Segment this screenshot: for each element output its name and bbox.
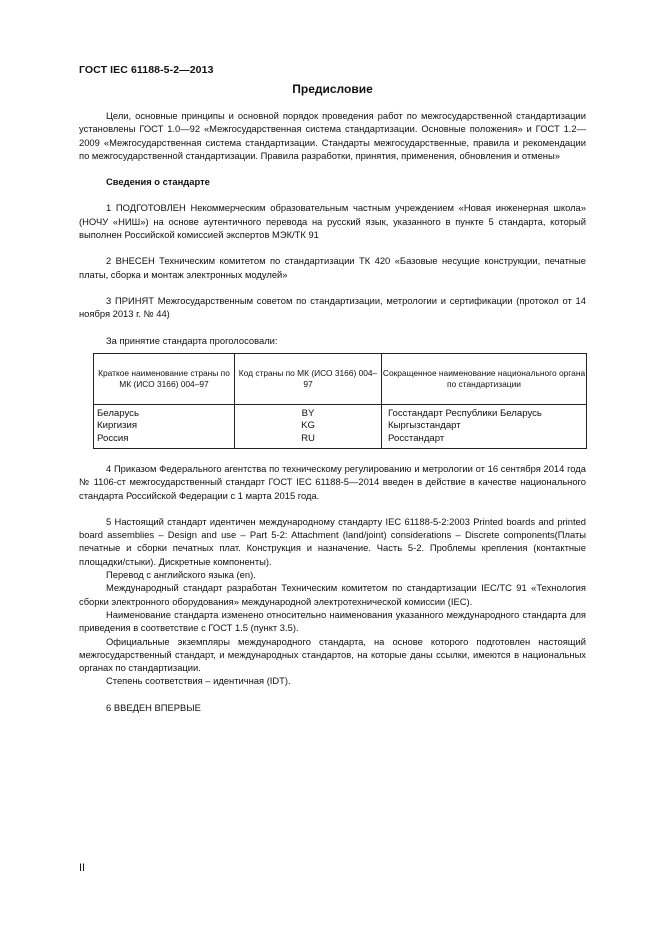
preface-block-1 bbox=[79, 109, 586, 347]
item-3-paragraph: 3 ПРИНЯТ Межгосударственным советом по стандартизации, метрологии и сертификации (протокол от 14 ноября 2013 г. № 44) bbox=[79, 294, 586, 320]
org-name: Госстандарт Республики Беларусь bbox=[388, 408, 542, 419]
item-1-paragraph: 1 ПОДГОТОВЛЕН Некоммерческим образовательным частным учреждением «Новая инженерная школа» (НОЧУ «НИШ») на основе аутентичного перевода на русский язык, указанного в пункте 5 стандарта, который выполнен Российской комиссией экспертов МЭК/ТК 91 bbox=[79, 202, 586, 241]
item-4-paragraph: 4 Приказом Федерального агентства по техническому регулированию и метрологии от 16 сентября 2014 года № 1106-ст межгосударственный стандарт ГОСТ IEC 61188-5—2014 введен в действие в качестве национального стандарта Российской Федерации с 1 марта 2015 года. bbox=[79, 463, 586, 501]
item-2-paragraph: 2 ВНЕСЕН Техническим комитетом по стандартизации ТК 420 «Базовые несущие конструкции, печатные платы, сборка и монтаж электронных модулей» bbox=[79, 255, 586, 280]
page-number: II bbox=[79, 862, 86, 874]
country-code: KG bbox=[301, 420, 315, 432]
country-name: Киргизия bbox=[97, 420, 138, 432]
table-row bbox=[94, 405, 587, 449]
page-title: Предисловие bbox=[292, 82, 373, 96]
org-name: Кыргызстандарт bbox=[388, 420, 461, 432]
vote-intro: За принятие стандарта проголосовали: bbox=[106, 334, 278, 346]
item-5-name-change: Наименование стандарта изменено относительно наименования указанного международного стандарта для приведения в соответствие с ГОСТ 1.5 (пункт 3.5). bbox=[79, 608, 586, 634]
country-name: Беларусь bbox=[97, 408, 139, 419]
item-5-paragraph: 5 Настоящий стандарт идентичен международному стандарту IEC 61188-5-2:2003 Printed boards and printed board assemblies – Design and use – Part 5-2: Attachment (land/joint) considerations – Discrete components(Платы печатные и сборки печатных плат. Конструкция и назначение. Часть 5-2. Проблемы крепления (контактные площадки/стыки). Дискретные компоненты). bbox=[79, 515, 586, 567]
intro-paragraph: Цели, основные принципы и основной порядок проведения работ по межгосударственной стандартизации установлены ГОСТ 1.0—92 «Межгосударственная система стандартизации. Основные положения» и ГОСТ 1.2—2009 «Межгосударственная система стандартизации. Стандарты межгосударственные, правила и рекомендации по межгосударственной стандартизации. Правила разработки, принятия, применения, обновления и отмены» bbox=[79, 110, 586, 161]
preface-block-2 bbox=[79, 462, 586, 714]
info-heading: Сведения о стандарте bbox=[106, 176, 210, 188]
item-6-paragraph: 6 ВВЕДЕН ВПЕРВЫЕ bbox=[106, 701, 201, 713]
table-cell-codes bbox=[235, 405, 382, 449]
item-5-official: Официальные экземпляры международного стандарта, на основе которого подготовлен настоящий межгосударственный стандарт, и международных стандартов, на которые даны ссылки, имеются в национальных органах по стандартизации. bbox=[79, 635, 586, 674]
country-code: BY bbox=[301, 408, 315, 419]
item-5-translation: Перевод с английского языка (en). bbox=[106, 569, 256, 581]
table-cell-countries bbox=[94, 405, 235, 449]
document-header: ГОСТ IEC 61188-5-2—2013 bbox=[79, 64, 214, 76]
table-header-row bbox=[94, 354, 587, 405]
table-header-country: Краткое наименование страны по МК (ИСО 3166) 004–97 bbox=[94, 354, 235, 405]
table-cell-orgs bbox=[382, 405, 587, 449]
table-header-code: Код страны по МК (ИСО 3166) 004–97 bbox=[235, 354, 382, 405]
voting-table bbox=[93, 353, 587, 449]
org-name: Росстандарт bbox=[388, 432, 445, 444]
item-5-degree: Степень соответствия – идентичная (IDT). bbox=[106, 675, 291, 687]
country-name: Россия bbox=[97, 432, 129, 444]
table-header-org: Сокращенное наименование национального органа по стандартизации bbox=[382, 354, 587, 405]
country-code: RU bbox=[301, 432, 315, 444]
item-5-developed: Международный стандарт разработан Техническим комитетом по стандартизации IEC/TC 91 «Технология сборки электронного оборудования» международной электротехнической комиссии (IEC). bbox=[79, 582, 586, 607]
